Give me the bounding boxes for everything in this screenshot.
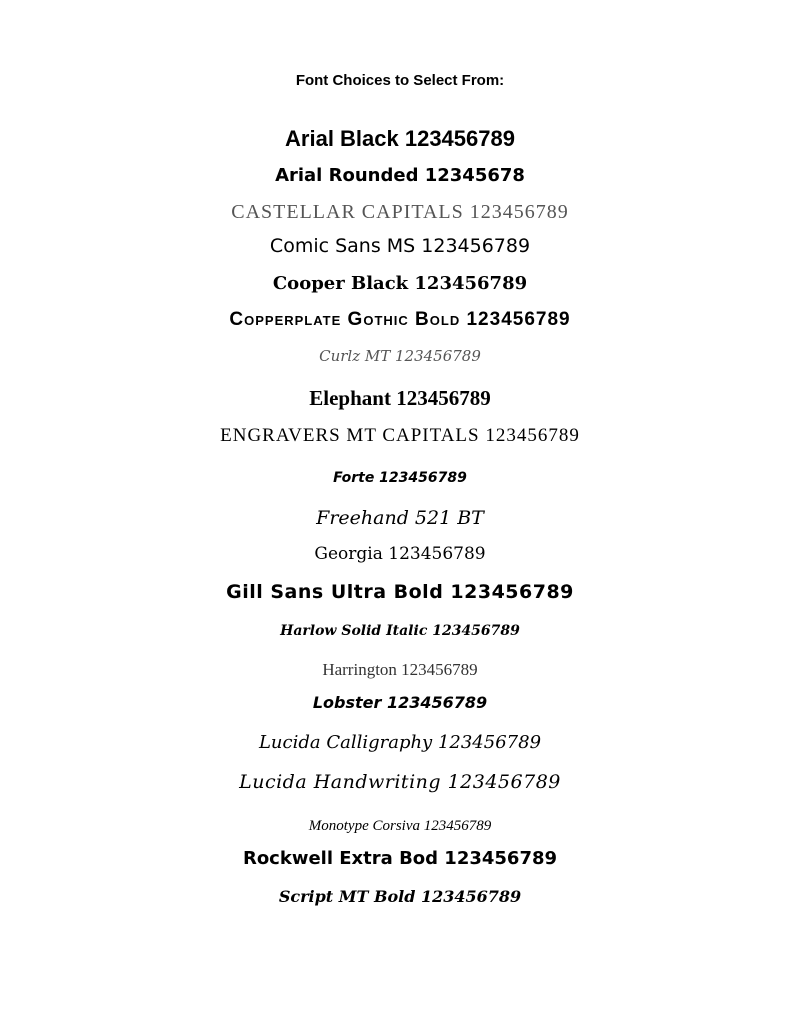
font-sample-lobster: Lobster 123456789 (312, 693, 488, 712)
font-sample-monotype-corsiva: Monotype Corsiva 123456789 (308, 818, 492, 834)
font-sample-engravers: ENGRAVERS MT CAPITALS 123456789 (220, 425, 580, 446)
font-sample-rockwell-extra-bold: Rockwell Extra Bod 123456789 (242, 848, 558, 869)
font-sample-script-mt-bold: Script MT Bold 123456789 (278, 887, 522, 906)
font-sample-arial-black: Arial Black 123456789 (285, 126, 515, 151)
font-sample-harrington: Harrington 123456789 (322, 660, 478, 679)
font-sample-forte: Forte 123456789 (333, 470, 467, 486)
font-sample-georgia: Georgia 123456789 (314, 544, 486, 564)
font-sample-copperplate-gothic: Copperplate Gothic Bold 123456789 (229, 309, 571, 330)
font-sample-comic-sans: Comic Sans MS 123456789 (269, 235, 531, 257)
font-sample-arial-rounded: Arial Rounded 12345678 (275, 165, 525, 186)
font-sample-lucida-handwriting: Lucida Handwriting 123456789 (239, 771, 561, 793)
font-sample-gill-sans-ultra-bold: Gill Sans Ultra Bold 123456789 (226, 581, 574, 603)
font-sample-freehand: Freehand 521 BT (316, 507, 484, 529)
font-sample-harlow-solid-italic: Harlow Solid Italic 123456789 (280, 623, 520, 639)
font-sample-cooper-black: Cooper Black 123456789 (272, 273, 528, 294)
font-sample-castellar: CASTELLAR CAPITALS 123456789 (231, 201, 569, 223)
font-sample-lucida-calligraphy: Lucida Calligraphy 123456789 (258, 732, 542, 753)
page-title: Font Choices to Select From: (295, 72, 505, 89)
font-sample-curlz: Curlz MT 123456789 (319, 347, 481, 365)
font-sample-elephant: Elephant 123456789 (309, 386, 491, 410)
